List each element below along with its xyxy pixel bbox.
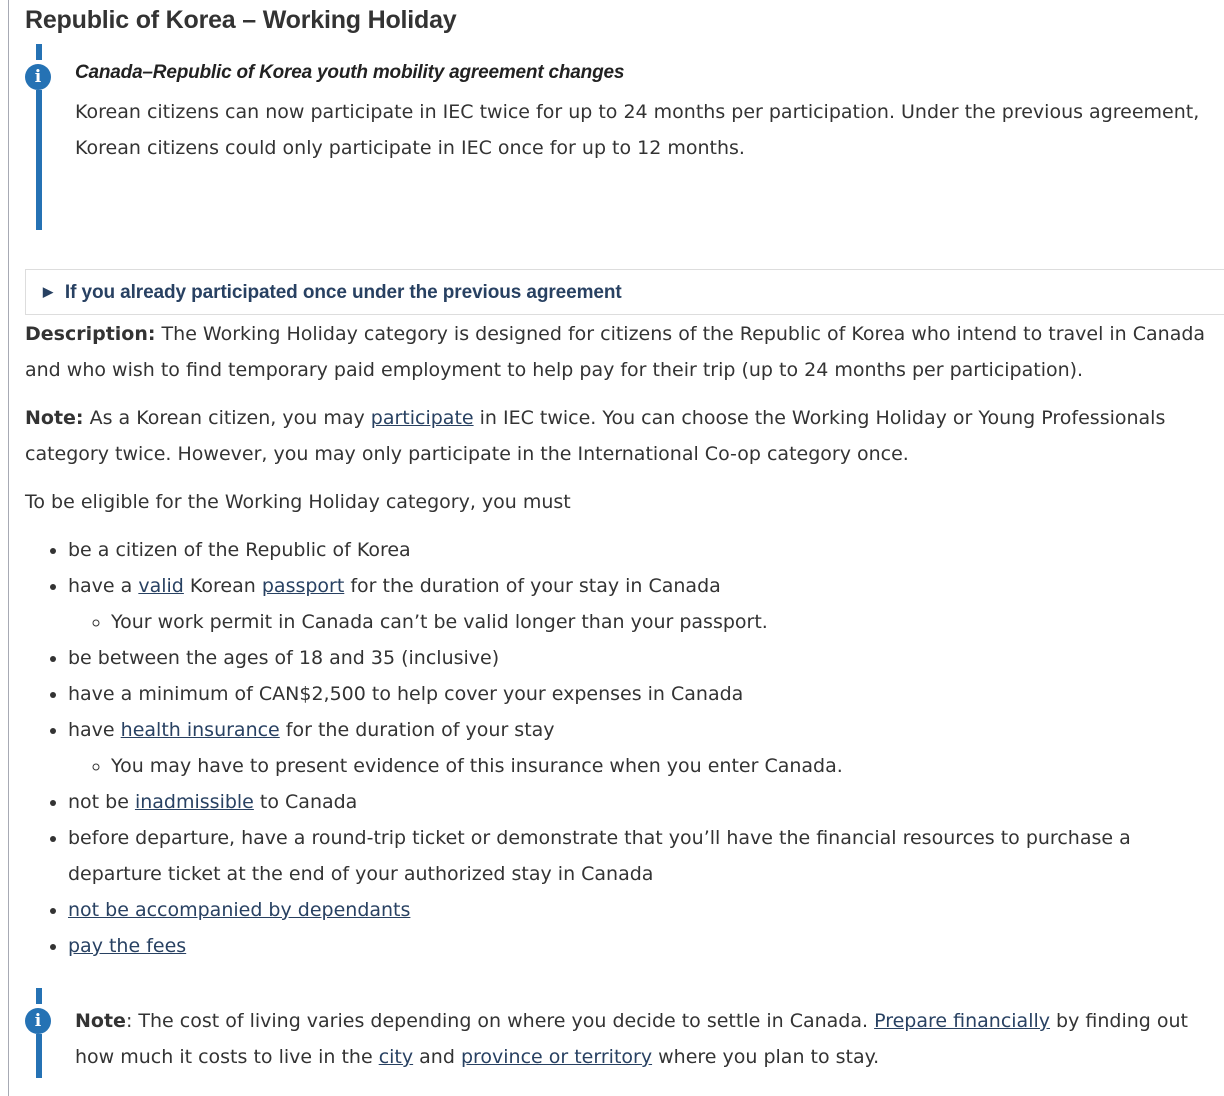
main-content <box>25 0 1224 1078</box>
alert-bar <box>36 90 42 230</box>
info-alert-agreement-changes <box>25 44 1224 230</box>
details-summary-label: If you already participated once under the previous agreement <box>64 282 622 303</box>
list-item-text: Korean <box>183 575 262 597</box>
note-text: As a Korean citizen, you may <box>83 407 371 429</box>
list-item-text: for the duration of your stay in Canada <box>344 575 721 597</box>
left-border <box>8 0 9 1096</box>
alert-text-part: : The cost of living varies depending on where you decide to settle in Canada. <box>125 1010 875 1032</box>
list-item <box>68 928 1224 964</box>
description-text: The Working Holiday category is designed for citizens of the Republic of Korea who intend to travel in Canada and who wish to find temporary paid employment to help pay for their trip (up to 24 months per participation). <box>25 323 1206 381</box>
list-item: • be between the ages of 18 and 35 (inclusive) <box>68 640 1224 676</box>
alert-title: Canada–Republic of Korea youth mobility agreement changes <box>75 62 625 83</box>
list-item: • be a citizen of the Republic of Korea <box>68 532 1224 568</box>
list-item <box>68 712 1224 784</box>
info-icon: i <box>25 1008 51 1034</box>
description-label: Description: <box>25 323 156 345</box>
expand-triangle-icon: ▶ <box>43 284 53 299</box>
list-item: • before departure, have a round-trip ticket or demonstrate that you’ll have the financial resources to purchase a departure ticket at the end of your authorized stay in Canada <box>68 820 1224 892</box>
prepare-financially-link[interactable]: Prepare financially <box>874 1010 1050 1032</box>
alert-bar <box>36 988 42 1004</box>
alert-text-part: where you plan to stay. <box>652 1046 880 1068</box>
sub-list-item: ◦ You may have to present evidence of this insurance when you enter Canada. <box>111 748 1224 784</box>
list-item-text: to Canada <box>253 791 358 813</box>
eligibility-intro: To be eligible for the Working Holiday category, you must <box>25 491 571 513</box>
list-item <box>68 784 1224 820</box>
list-item-text: not be <box>68 791 135 813</box>
health-insurance-link[interactable]: health insurance <box>120 719 280 741</box>
list-item: • have a minimum of CAN$2,500 to help cover your expenses in Canada <box>68 676 1224 712</box>
alert-text-part: by finding out how much it costs to live in the <box>75 1010 1188 1068</box>
list-item-text: have a <box>68 575 139 597</box>
description-paragraph <box>25 316 1224 388</box>
sub-list <box>68 604 1224 640</box>
note-paragraph <box>25 400 1224 472</box>
province-territory-link[interactable]: province or territory <box>460 1046 653 1068</box>
alert-text <box>75 988 1224 1075</box>
alert-bar <box>36 1034 42 1078</box>
participate-link[interactable]: participate <box>370 407 474 429</box>
page-heading: Republic of Korea – Working Holiday <box>25 6 457 34</box>
note-label: Note: <box>25 407 84 429</box>
list-item-text: for the duration of your stay <box>279 719 555 741</box>
sub-list-item: ◦ Your work permit in Canada can’t be valid longer than your passport. <box>111 604 1224 640</box>
pay-fees-link[interactable]: pay the fees <box>68 935 187 957</box>
list-item <box>68 568 1224 640</box>
details-summary[interactable] <box>43 270 1224 317</box>
info-alert-cost-of-living <box>25 988 1224 1078</box>
alert-note-label: Note <box>75 1010 126 1032</box>
passport-link[interactable]: passport <box>261 575 345 597</box>
alert-text-part: and <box>413 1046 461 1068</box>
info-icon: i <box>25 64 51 90</box>
valid-link[interactable]: valid <box>138 575 184 597</box>
note-text: in IEC twice. You can choose the Working Holiday or Young Professionals category twice. However, you may only participate in the International Co-op category once. <box>25 407 1166 465</box>
list-item-text: have <box>68 719 121 741</box>
eligibility-list <box>25 532 1224 964</box>
inadmissible-link[interactable]: inadmissible <box>134 791 254 813</box>
alert-text: Korean citizens can now participate in IEC twice for up to 24 months per participation. Under the previous agreement, Korean citizens could only participate in IEC once for up to 12 months. <box>75 101 1200 159</box>
sub-list <box>68 748 1224 784</box>
dependants-link[interactable]: not be accompanied by dependants <box>68 899 411 921</box>
previous-participation-details[interactable] <box>25 269 1224 315</box>
list-item <box>68 892 1224 928</box>
city-link[interactable]: city <box>378 1046 414 1068</box>
alert-bar <box>36 44 42 60</box>
